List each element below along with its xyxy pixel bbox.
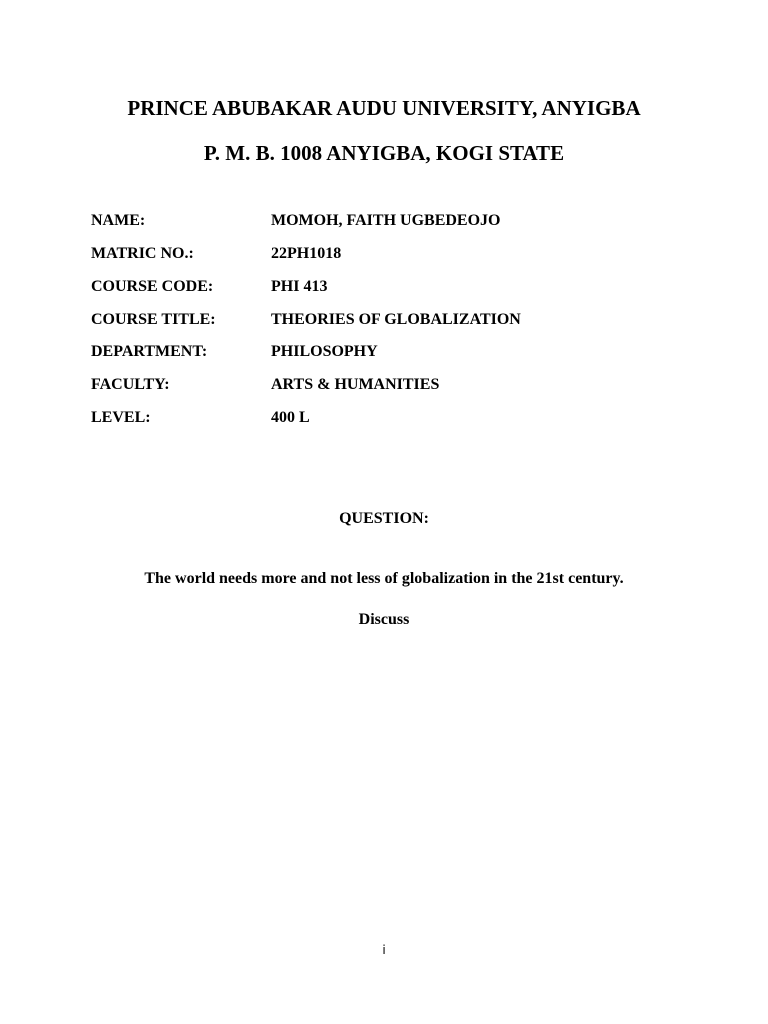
detail-row-matric: [91, 244, 341, 264]
university-title: PRINCE ABUBAKAR AUDU UNIVERSITY, ANYIGBA: [127, 96, 641, 120]
detail-row-faculty: [91, 375, 439, 395]
detail-value: 22PH1018: [271, 245, 342, 262]
detail-label: NAME:: [91, 212, 146, 229]
detail-value: ARTS & HUMANITIES: [271, 376, 440, 393]
question-heading: QUESTION:: [339, 510, 429, 527]
page-number: i: [382, 943, 386, 957]
detail-label: MATRIC NO.:: [91, 245, 194, 262]
detail-row-course-title: [91, 310, 521, 330]
detail-value: MOMOH, FAITH UGBEDEOJO: [271, 212, 501, 229]
detail-label: FACULTY:: [91, 376, 170, 393]
detail-row-name: [91, 211, 500, 231]
detail-row-department: [91, 342, 378, 362]
detail-value: PHILOSOPHY: [271, 343, 378, 360]
detail-row-level: [91, 408, 310, 428]
detail-value: PHI 413: [271, 278, 328, 295]
question-text: The world needs more and not less of globalization in the 21st century.: [144, 570, 624, 587]
detail-label: DEPARTMENT:: [91, 343, 208, 360]
question-instruction: Discuss: [358, 611, 410, 628]
detail-value: THEORIES OF GLOBALIZATION: [271, 311, 521, 328]
university-address: P. M. B. 1008 ANYIGBA, KOGI STATE: [203, 141, 565, 165]
detail-label: COURSE TITLE:: [91, 311, 216, 328]
detail-label: COURSE CODE:: [91, 278, 214, 295]
detail-label: LEVEL:: [91, 409, 151, 426]
detail-value: 400 L: [271, 409, 310, 426]
detail-row-course-code: [91, 277, 327, 297]
